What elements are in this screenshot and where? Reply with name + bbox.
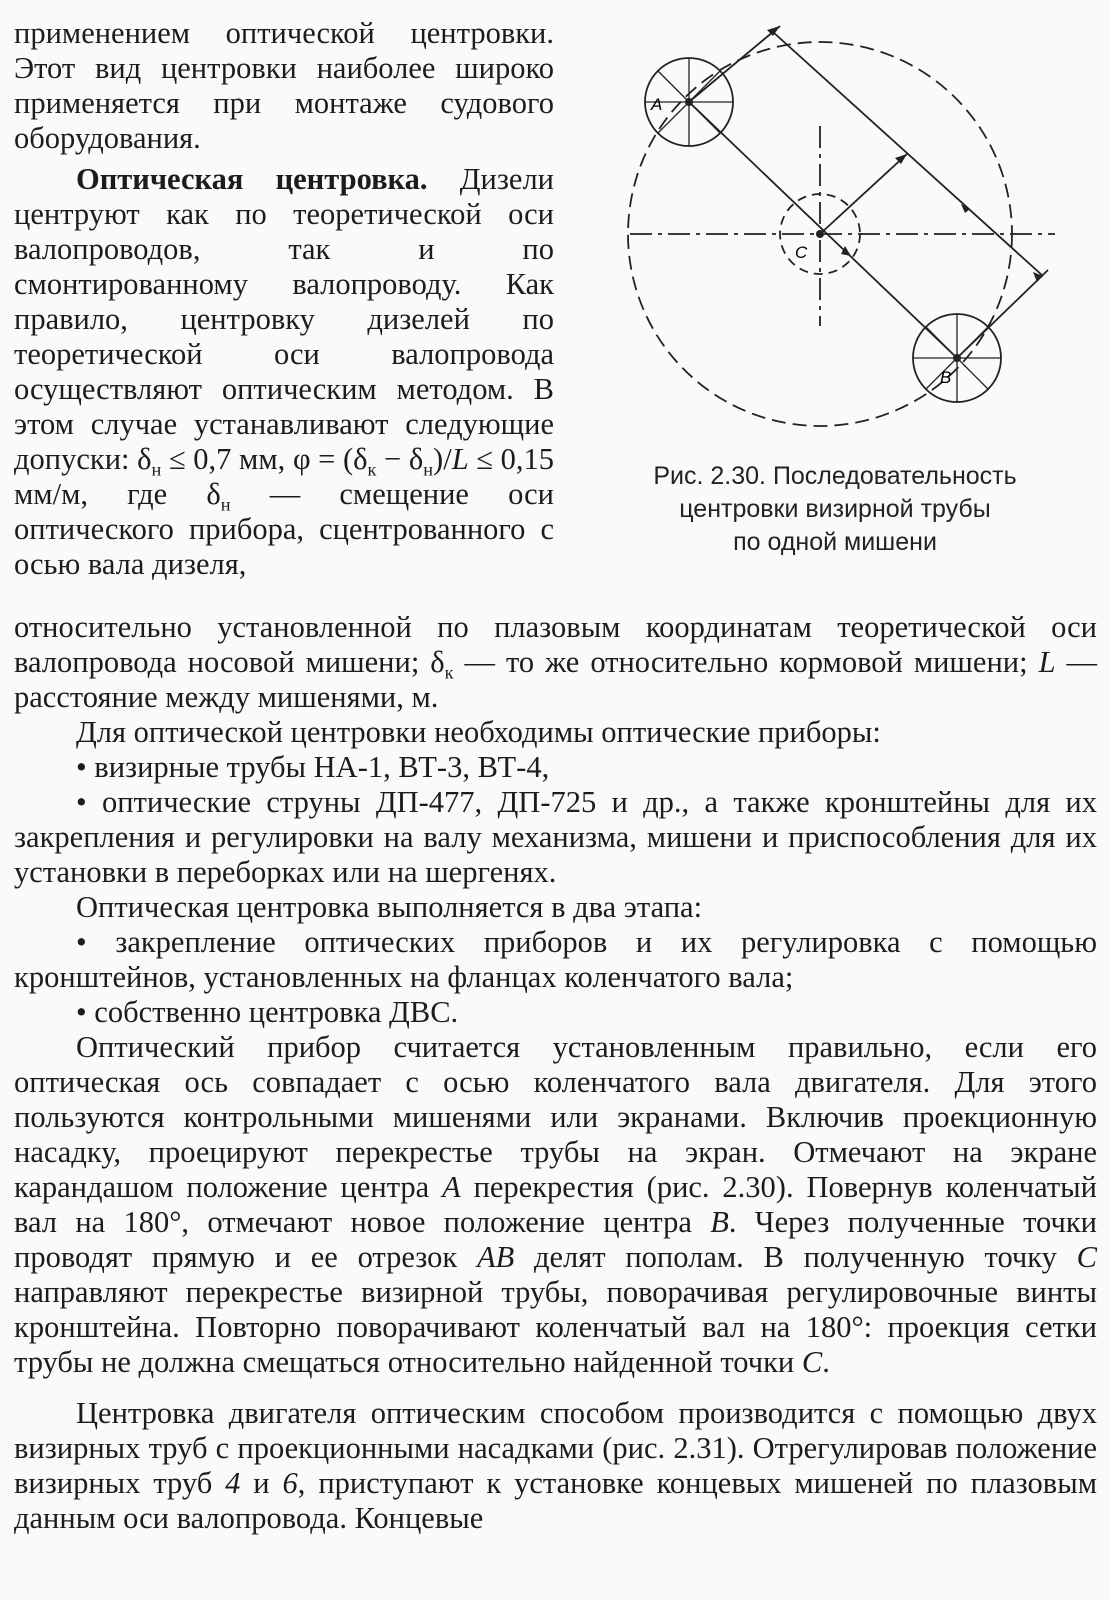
caption-line-1: Рис. 2.30. Последовательность [653,462,1017,490]
figure-caption [600,460,1070,559]
paragraph-body: Дизели центруют как по теоретической оси валопроводов, так и по смонтированному валопроводу. Как правило, центровку дизелей по теоретической оси валопровода осуществляют оптическим методом. В этом случае устанавливают следующие допуски: [14,162,554,476]
caption-line-3: по одной мишени [733,528,937,556]
perpendicular-line [820,154,907,234]
label-b: B [940,368,952,387]
list-item-stage-1: • закрепление оптических приборов и их регулировка с помощью кронштейнов, установленных на фланцах коленчатого вала; [14,925,1097,994]
line-ab [689,102,957,358]
top-text-column [14,16,554,582]
paragraph-procedure: Оптический прибор считается установленным правильно, если его оптическая ось совпадает с осью коленчатого вала двигателя. Для этого пользуются контрольными мишенями или экранами. Включив проекционную насадку, проецируют перекрестье трубы на экран. Отмечают на экране карандашом положение центра A перекрестия (рис. 2.30). Повернув коленчатый вал на 180°, отмечают новое положение центра B. Через полученные точки проводят прямую и ее отрезок AB делят пополам. В полученную точку C направляют перекрестье визирной трубы, поворачивая регулировочные винты кронштейна. Повторно поворачивают коленчатый вал на 180°: проекция сетки трубы не должна смещаться относительно найденной точки C. [14,1030,1097,1379]
full-width-text [14,610,1097,1536]
paragraph-continuation: относительно установленной по плазовым координатам теоретической оси валопровода носовой мишени; $\delta_к$ — то же относительно кормовой мишени; L — расстояние между мишенями, м. [14,610,1098,714]
section-heading: Оптическая центровка. [76,162,428,196]
label-c: C [795,243,808,262]
figure-2-30-diagram [615,6,1085,456]
list-item-sighting-tubes: • визирные трубы НА-1, ВТ-3, ВТ-4, [76,750,550,784]
list-item-stage-2: • собственно центровка ДВС. [76,995,459,1029]
paragraph-instruments: Для оптической центровки необходимы оптические приборы: [76,715,881,749]
dimension-line [773,32,1043,276]
paragraph-optical-centering: Оптическая центровка. Дизели центруют как по теоретической оси валопроводов, так и по смонтированному валопроводу. Как правило, центровку дизелей по теоретической оси валопровода осуществляют оптическим методом. В этом случае устанавливают следующие допуски: $\delta_н \le 0,7$ мм, $\varphi = (\delta_к - \delta_н)/L \le 0,15$ мм/м, где $\delta_н$ — смещение оси оптического прибора, сцентрованного с осью вала дизеля, [14,162,555,581]
caption-line-2: центровки визирной трубы [679,495,991,523]
list-item-optical-strings: • оптические струны ДП-477, ДП-725 и др., а также кронштейны для их закрепления и регулировки на валу механизма, мишени и приспособления для их установки в переборках или на шергенях. [14,785,1097,889]
label-a: A [651,95,663,114]
paragraph-engine-centering: Центровка двигателя оптическим способом производится с помощью двух визирных труб с проекционными насадками (рис. 2.31). Отрегулировав положение визирных труб 4 и 6, приступают к установке концевых мишеней по плазовым данным оси валопровода. Концевые [14,1396,1097,1535]
paragraph-optical-intro: применением оптической центровки. Этот вид центровки наиболее широко применяется при монтаже судового оборудования. [14,16,554,155]
extension-line-a [689,26,780,102]
paragraph-stages: Оптическая центровка выполняется в два этапа: [76,890,703,924]
